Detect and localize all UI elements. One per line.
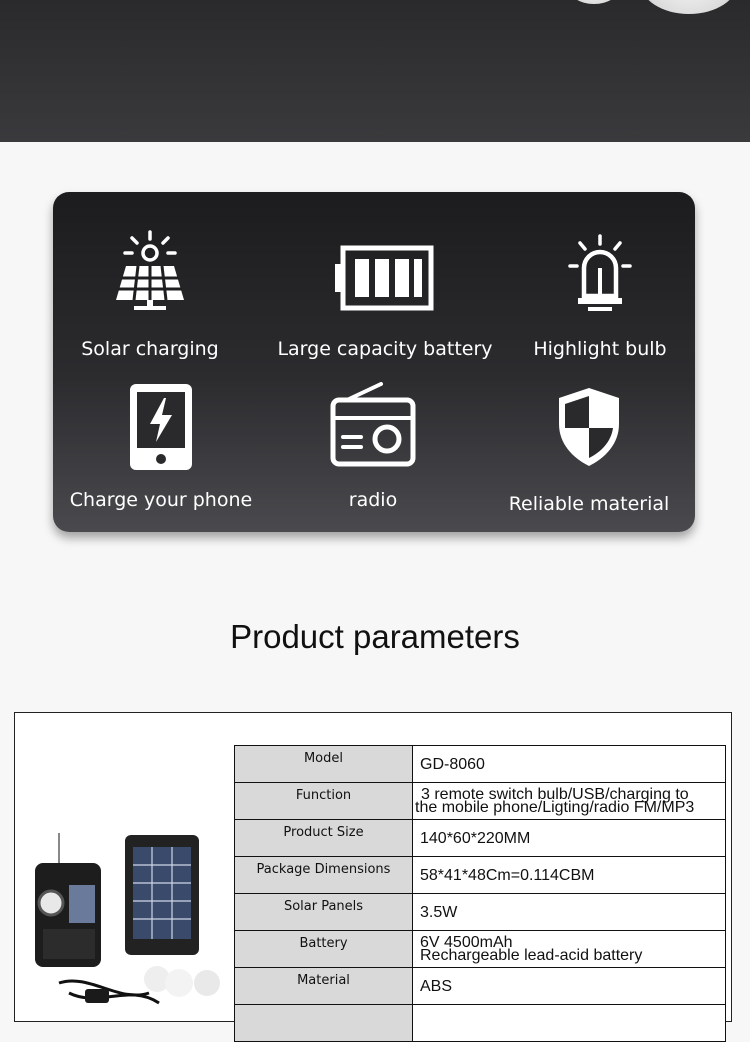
feature-battery: [270, 228, 500, 368]
param-key: Material: [235, 968, 413, 1005]
feature-label: Large capacity battery: [277, 338, 493, 360]
param-value: GD-8060: [413, 746, 726, 783]
feature-label: Charge your phone: [69, 489, 253, 511]
param-value: 3 remote switch bulb/USB/charging to the mobile phone/Ligting/radio FM/MP3: [413, 783, 726, 820]
param-value: 3.5W: [413, 894, 726, 931]
features-card: [53, 192, 695, 532]
feature-label: radio: [348, 489, 398, 511]
param-value: ABS: [413, 968, 726, 1005]
parameters-panel: [14, 712, 732, 1022]
param-value: 6V 4500mAh Rechargeable lead-acid battery: [413, 931, 726, 968]
table-row: [235, 820, 726, 857]
table-row: [235, 894, 726, 931]
table-row: [235, 746, 726, 783]
feature-solar-charging: [65, 228, 235, 368]
param-key: Package Dimensions: [235, 857, 413, 894]
param-key: Product Size: [235, 820, 413, 857]
shield-icon: [553, 384, 625, 470]
bulb-icon: [564, 228, 636, 312]
param-key: Function: [235, 783, 413, 820]
param-value: 140*60*220MM: [413, 820, 726, 857]
param-value: 58*41*48Cm=0.114CBM: [413, 857, 726, 894]
table-row: [235, 783, 726, 820]
section-title: Product parameters: [230, 618, 520, 655]
feature-label: Highlight bulb: [533, 338, 667, 360]
product-photo: [29, 833, 229, 1013]
feature-reliable-material: [503, 384, 675, 524]
top-product-banner: [0, 0, 750, 142]
battery-icon: [333, 228, 437, 312]
param-key: [235, 1005, 413, 1042]
table-row: [235, 1005, 726, 1042]
param-key: Battery: [235, 931, 413, 968]
feature-label: Solar charging: [81, 338, 219, 360]
phone-charge-icon: [128, 382, 194, 472]
table-row: [235, 857, 726, 894]
feature-charge-phone: [65, 382, 257, 522]
param-key: Solar Panels: [235, 894, 413, 931]
param-value: [413, 1005, 726, 1042]
table-row: [235, 931, 726, 968]
radio-icon: [329, 382, 417, 468]
table-row: [235, 968, 726, 1005]
param-key: Model: [235, 746, 413, 783]
feature-highlight-bulb: [515, 228, 685, 368]
bulb-image: [640, 0, 738, 14]
feature-radio: [303, 382, 443, 522]
bulb-image: [568, 0, 620, 4]
solar-panel-icon: [112, 228, 188, 312]
feature-label: Reliable material: [508, 493, 670, 515]
parameters-table: [234, 745, 726, 1042]
